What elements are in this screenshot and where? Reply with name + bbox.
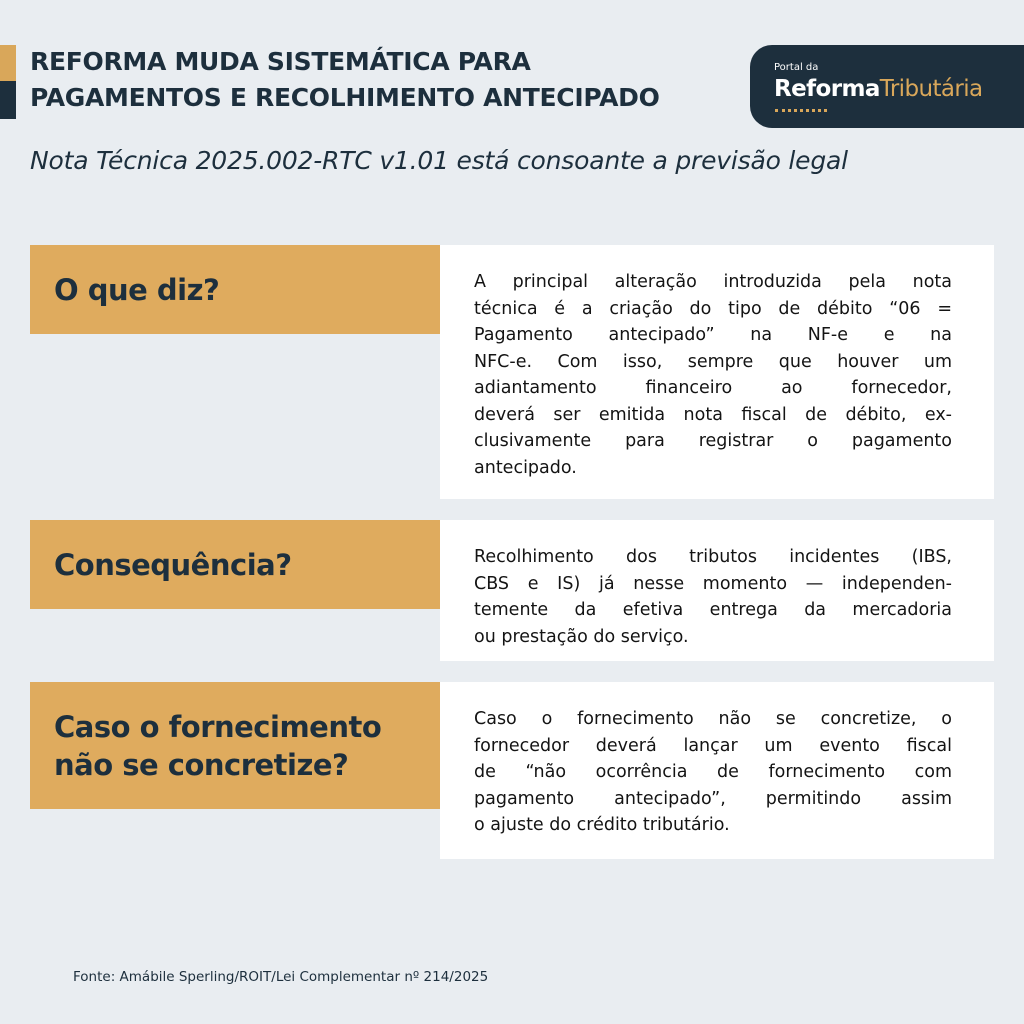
section-label-o-que-diz <box>30 245 440 334</box>
logo-wordmark <box>774 76 983 102</box>
source-credit: Fonte: Amábile Sperling/ROIT/Lei Complementar nº 214/2025 <box>73 969 489 985</box>
text-line: pagamento antecipado”, permitindo assim <box>474 788 952 809</box>
section-body <box>474 706 952 839</box>
text-line: Recolhimento dos tributos incidentes (IBS, <box>474 547 952 567</box>
section-label-line: não se concretize? <box>54 747 349 782</box>
text-line: técnica é a criação do tipo de débito “06 = <box>474 298 952 319</box>
page-title-line-1: REFORMA MUDA SISTEMÁTICA PARA <box>30 47 531 76</box>
accent-bar-navy <box>0 81 16 119</box>
section-label-text <box>54 271 219 309</box>
section-label-text <box>54 546 292 584</box>
text-line: Caso o fornecimento não se concretize, o <box>474 709 952 729</box>
section-body <box>474 544 952 650</box>
section-text-o-que-diz <box>440 245 994 499</box>
logo-small-text: Portal da <box>774 62 819 73</box>
logo-dots-decoration <box>775 109 827 112</box>
section-label-text <box>54 708 381 784</box>
text-line: A principal alteração introduzida pela nota <box>474 272 952 292</box>
text-line: deverá ser emitida nota fiscal de débito, ex- <box>474 404 952 425</box>
text-line: clusivamente para registrar o pagamento <box>474 431 952 451</box>
text-line: antecipado. <box>474 457 577 478</box>
text-line: de “não ocorrência de fornecimento com <box>474 762 952 782</box>
section-text-caso-fornecimento <box>440 682 994 859</box>
subtitle: Nota Técnica 2025.002-RTC v1.01 está consoante a previsão legal <box>30 146 848 175</box>
section-label-caso-fornecimento <box>30 682 440 809</box>
text-line: adiantamento financeiro ao fornecedor, <box>474 378 952 398</box>
text-line: CBS e IS) já nesse momento — independen- <box>474 573 952 594</box>
accent-bar-gold <box>0 45 16 81</box>
logo-word-reforma: Reforma <box>774 76 880 102</box>
text-line: Pagamento antecipado” na NF-e e na <box>474 325 952 345</box>
text-line: fornecedor deverá lançar um evento fiscal <box>474 735 952 756</box>
section-label-line: Consequência? <box>54 547 292 582</box>
portal-logo <box>750 45 1024 128</box>
logo-word-tributaria: Tributária <box>879 76 983 102</box>
text-line: temente da efetiva entrega da mercadoria <box>474 600 952 620</box>
section-body <box>474 269 952 481</box>
section-label-line: O que diz? <box>54 272 220 307</box>
section-label-consequencia <box>30 520 440 609</box>
text-line: NFC-e. Com isso, sempre que houver um <box>474 351 952 372</box>
text-line: ou prestação do serviço. <box>474 626 689 647</box>
page-title-line-2: PAGAMENTOS E RECOLHIMENTO ANTECIPADO <box>30 83 660 112</box>
page-title <box>30 44 750 116</box>
section-label-line: Caso o fornecimento <box>54 709 382 744</box>
text-line: o ajuste do crédito tributário. <box>474 815 730 835</box>
section-text-consequencia <box>440 520 994 661</box>
